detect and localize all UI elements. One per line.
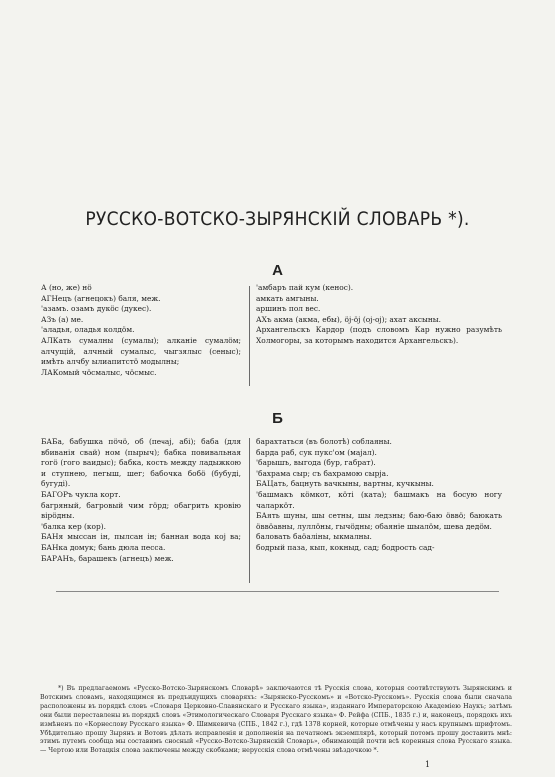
dictionary-entry: барахтаться (въ болотѣ) соблаяны.: [256, 437, 392, 446]
dictionary-entry: бодрый паза, кып, кокныд, сад; бодрость сад-: [256, 542, 435, 552]
footnote-separator: [56, 591, 499, 592]
section-a-left-column: [41, 283, 241, 378]
dictionary-entry: аршинъ пол вес.: [256, 304, 321, 314]
dictionary-entry: БАГОРъ чукла корт.: [41, 489, 121, 499]
dictionary-entry: баловать баӧаліны, ыкмалны.: [256, 532, 372, 542]
dictionary-entry: АЗъ (а) ме.: [41, 314, 84, 324]
footnote-text: *) Въ предлагаемомъ «Русско-Вотско-Зырянскомъ Словарѣ» заключаются тѣ Русскія слова, которыя соотвѣтствуютъ Зырянскимъ и Вотскимъ словамъ, находящимся въ предъидущихъ словаряхъ: «Зырянско-Русскомъ» и «Вотско-Русскомъ». Русскія слова были сначала расположены въ порядкѣ словъ «Словаря Церковно-Славянскаго и Русскаго языка», изданнаго Императорскою Академіею Наукъ; затѣмъ они были переставлены въ порядкѣ словъ «Этимологическаго Словаря Русскаго языка» Ф. Рейфа (СПБ., 1835 г.) и, наконецъ, порядокъ ихъ измѣненъ по «Корнесловy Русскаго языка» Ф. Шимкевича (СПБ., 1842 г.), гдѣ 1378 корней, которые отмѣчены у насъ крупнымъ шрифтомъ. Убѣдительно прошу Зырянъ и Вотовъ дѣлать исправленія и дополненія на печатномъ экземплярѣ, который потомъ прошу доставить мнѣ: этимъ путемъ сообща мы составимъ сносный «Русско-Вотско-Зырянскій Словарь», обнимающій почти всѣ коренныя слова Русскаго языка.— Чертою или Вотацкія слова заключены между скобками; нерусскія слова отмѣчены звѣздочкою *.: [40, 685, 512, 755]
page-number: 1: [425, 760, 431, 769]
dictionary-entry: БАБа, бабушка пӧчӧ, об (пеҹај, абі); баба (для вбиванія свай) ном (пырыч); бабка повивальная гогӧ (гого ваидыс); бабка, кость между ладыжкою и ступнею, пегыш, шег; бабочка бобӧ (бубуді, бугуді).: [41, 437, 241, 489]
dictionary-entry: барда раб, сук пукс'ом (мајал).: [256, 447, 377, 457]
dictionary-entry: 'бахрама сыр; съ бахрамою сырја.: [256, 468, 389, 478]
section-letter-b: Б: [272, 410, 283, 427]
section-b-left-column: [41, 437, 241, 564]
dictionary-entry: АГНецъ (агнецокъ) баля, меж.: [41, 293, 161, 303]
dictionary-entry: 'аладья, оладья колдӧм.: [41, 325, 135, 335]
dictionary-entry: Архангельскъ Кардор (подъ словомъ Кар нужно разумѣть Холмогоры, за которымъ находится Архангельскъ).: [256, 325, 502, 345]
dictionary-entry: БАНя мыссан ін, пылсан ін; банная вода кој ва; БАНка домук; бань дюла песса.: [41, 532, 241, 552]
dictionary-entry: ЛАКомый чӧсмалыс, чӧсмыс.: [41, 367, 157, 377]
dictionary-entry: АЛКать сумалны (сумалы); алканіе сумалӧм; алчущій, алчный сумалыс, чыгзялыс (сеныс); имѣть алчбу ылиапитстӧ модылны;: [41, 335, 241, 367]
dictionary-entry: БАЦать, бацнуть вачкыны, вартны, кучкыны.: [256, 479, 434, 489]
dictionary-entry: 'башмакъ кӧмкот, кӧті (ката); башмакъ на босую ногу чаларкӧт.: [256, 489, 502, 510]
dictionary-entry: 'барышъ, выгода (бур, габрат).: [256, 458, 376, 468]
column-divider: [249, 286, 250, 386]
dictionary-entry: 'азамъ. озамъ дукӧс (дукес).: [41, 304, 152, 314]
section-letter-a: А: [272, 262, 283, 279]
dictionary-entry: 'амбаръ пай кум (кенос).: [256, 283, 354, 292]
page-title: РУССКО-ВОТСКО-ЗЫРЯНСКІЙ СЛОВАРЬ *).: [85, 208, 470, 230]
section-a-right-column: [256, 283, 502, 347]
dictionary-entry: багряный, багровый чим гӧрд; обагрить кровію вірӧдны.: [41, 500, 241, 521]
dictionary-entry: БАРАНъ, барашекъ (агнецъ) меж.: [41, 553, 174, 563]
footnote: [40, 685, 512, 756]
section-b-right-column: [256, 437, 502, 554]
dictionary-entry: А (но, же) нӧ: [41, 283, 92, 292]
dictionary-entry: БАять шуны, шы сетны, шы ледзны; баю-баю ӧввӧ; баюкать ӧввӧавны, луллӧны, гычӧдны; обаяніе шыалӧм, шева дедӧм.: [256, 511, 502, 531]
dictionary-entry: амкать амгыны.: [256, 293, 319, 303]
column-divider: [249, 438, 250, 583]
dictionary-entry: 'балка кер (кор).: [41, 521, 106, 531]
dictionary-entry: АХъ акма (акма, ебы), ӧј-ӧј (ој-ој); ахат аксыны.: [256, 314, 442, 324]
